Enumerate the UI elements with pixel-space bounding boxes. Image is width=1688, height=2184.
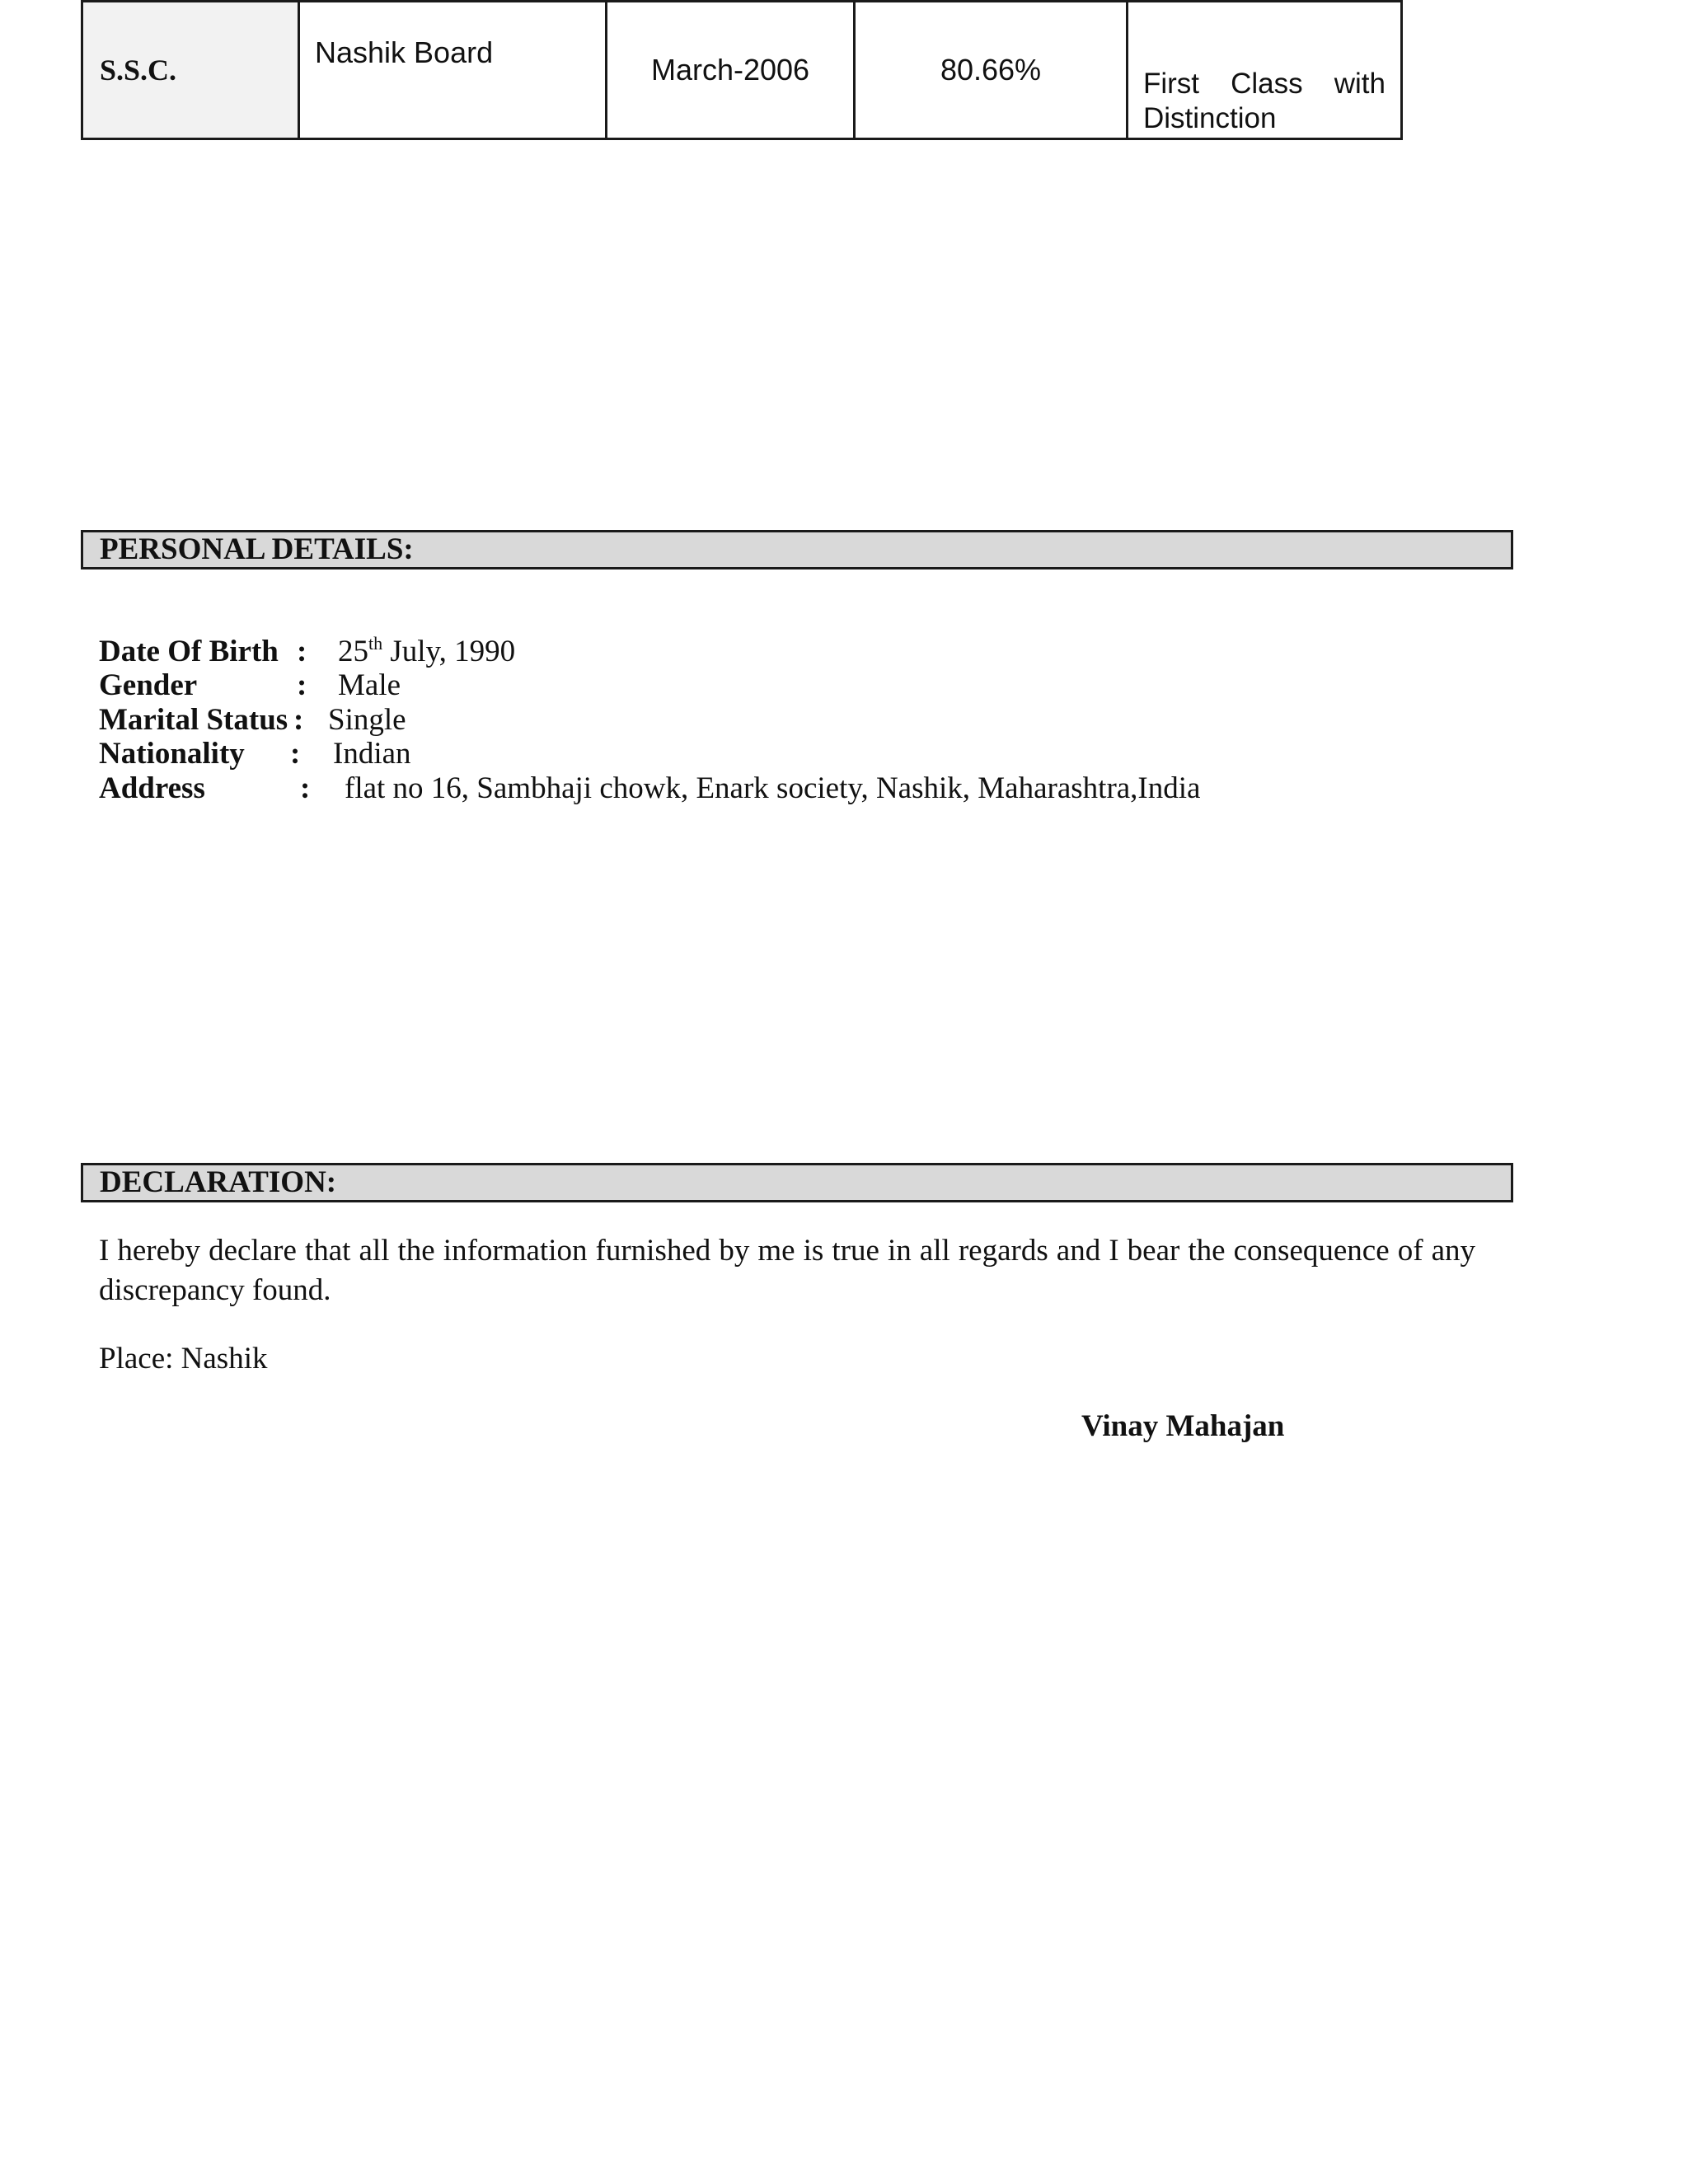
dob-label: Date Of Birth: [99, 635, 279, 668]
marital-label: Marital Status: [99, 703, 288, 737]
declaration-text: I hereby declare that all the information furnished by me is true in all regards and I bear the consequence of any discrepancy found.: [99, 1234, 1475, 1307]
percentage-cell: 80.66%: [855, 2, 1128, 139]
gender-label: Gender: [99, 668, 198, 702]
year-cell: March-2006: [607, 2, 855, 139]
education-table: [81, 0, 1403, 140]
marital-colon: :: [293, 703, 304, 737]
address-value: flat no 16, Sambhaji chowk, Enark society, Nashik, Maharashtra,India: [345, 771, 1201, 805]
place-text: Place: Nashik: [99, 1342, 268, 1376]
address-label: Address: [99, 771, 205, 805]
qualification-cell: S.S.C.: [82, 2, 299, 139]
nationality-colon: :: [290, 737, 301, 771]
dob-suffix: th: [368, 633, 383, 654]
board-cell: Nashik Board: [299, 2, 607, 139]
nationality-value: Indian: [333, 737, 411, 771]
table-row: [82, 2, 1402, 139]
gender-value: Male: [338, 668, 401, 702]
signature-name: Vinay Mahajan: [1081, 1409, 1285, 1443]
personal-details-header: PERSONAL DETAILS:: [81, 530, 1513, 569]
gender-colon: :: [297, 668, 307, 702]
declaration-header: DECLARATION:: [81, 1163, 1513, 1202]
dob-day: 25: [338, 635, 368, 668]
address-colon: :: [300, 771, 311, 805]
dob-colon: :: [297, 635, 307, 668]
class-cell: First Class with Distinction: [1128, 2, 1402, 139]
marital-value: Single: [328, 703, 406, 737]
dob-rest: July, 1990: [382, 635, 516, 668]
dob-value: [338, 635, 515, 669]
nationality-label: Nationality: [99, 737, 245, 771]
